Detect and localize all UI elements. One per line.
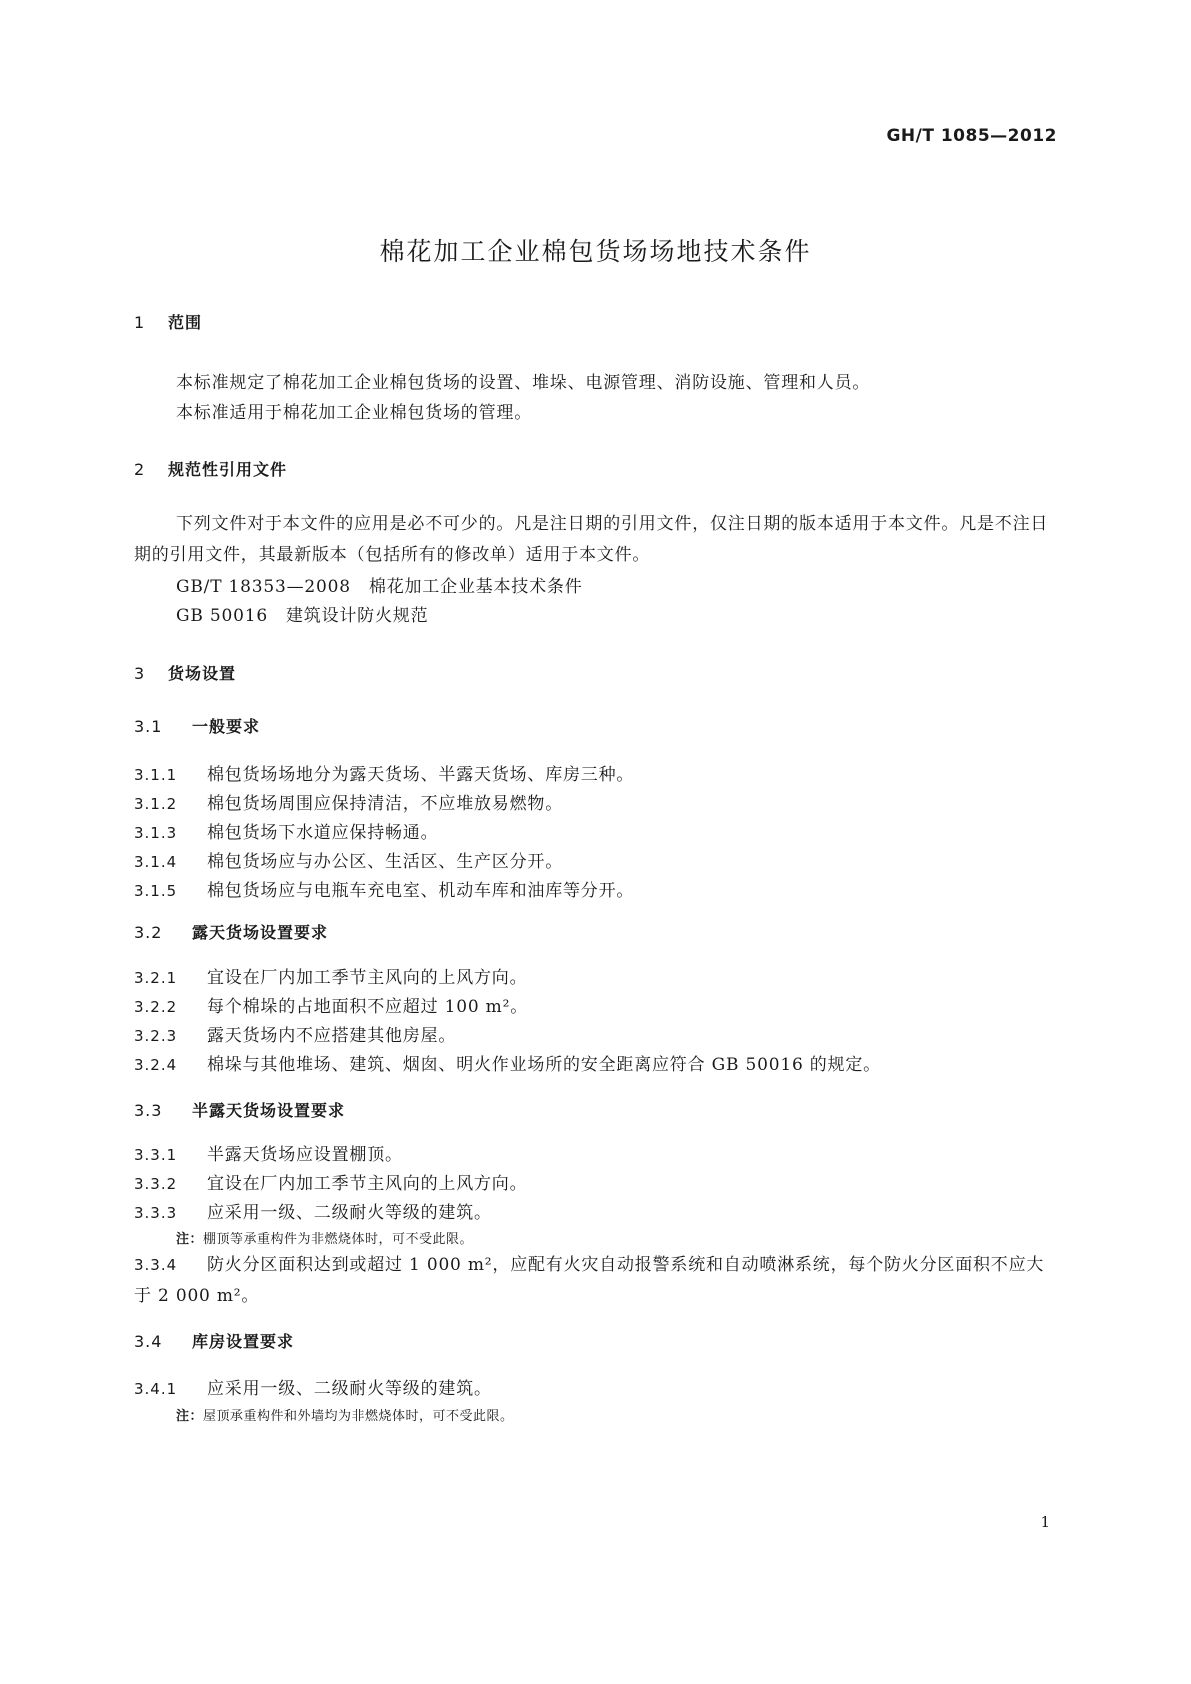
clause-text: 露天货场内不应搭建其他房屋。: [207, 1026, 457, 1046]
clause-number: 3.1.4: [134, 853, 178, 871]
section-number: 3.2: [134, 923, 163, 942]
clause-number: 3.1.3: [134, 824, 178, 842]
paragraph: 本标准适用于棉花加工企业棉包货场的管理。: [176, 403, 532, 423]
clause-text: 棉垛与其他堆场、建筑、烟囱、明火作业场所的安全距离应符合 GB 50016 的规定。: [207, 1055, 881, 1075]
clause-text: 棉包货场应与办公区、生活区、生产区分开。: [207, 852, 563, 872]
clause-number: 3.1.1: [134, 766, 178, 784]
clause-number: 3.2.2: [134, 998, 178, 1016]
section-title: 规范性引用文件: [168, 460, 288, 479]
clause-number: 3.3.4: [134, 1256, 178, 1274]
clause-text: 半露天货场应设置棚顶。: [207, 1145, 403, 1165]
section-number: 1: [134, 313, 146, 332]
reference-item: [176, 601, 428, 626]
clause-text: 棉包货场周围应保持清洁，不应堆放易燃物。: [207, 794, 563, 814]
section-title: 库房设置要求: [192, 1332, 295, 1351]
note: [176, 1228, 473, 1247]
reference-name: 棉花加工企业基本技术条件: [368, 577, 583, 597]
page-number: 1: [1040, 1513, 1050, 1531]
clause-text: 宜设在厂内加工季节主风向的上风方向。: [207, 968, 528, 988]
section-title: 半露天货场设置要求: [192, 1101, 346, 1120]
clause-item: [134, 1374, 492, 1399]
section-number: 3.1: [134, 717, 163, 736]
clause-number: 3.1.2: [134, 795, 178, 813]
subsection-3-4-heading: [134, 1329, 294, 1352]
clause-item: [134, 1169, 527, 1194]
paragraph: 本标准规定了棉花加工企业棉包货场的设置、堆垛、电源管理、消防设施、管理和人员。: [176, 373, 871, 393]
section-number: 2: [134, 460, 146, 479]
clause-item: [134, 789, 563, 814]
subsection-3-3-heading: [134, 1098, 345, 1121]
clause-text: 棉包货场下水道应保持畅通。: [207, 823, 439, 843]
clause-number: 3.3.3: [134, 1204, 178, 1222]
clause-item: [134, 1140, 403, 1165]
clause-item: [134, 1021, 456, 1046]
clause-number: 3.2.3: [134, 1027, 178, 1045]
note: [176, 1405, 514, 1424]
section-2-heading: [134, 457, 287, 480]
clause-number: 3.2.4: [134, 1056, 178, 1074]
note-text: 屋顶承重构件和外墙均为非燃烧体时，可不受此限。: [203, 1409, 514, 1424]
clause-item: [134, 1050, 881, 1075]
clause-text: 应采用一级、二级耐火等级的建筑。: [207, 1203, 492, 1223]
note-label: 注：: [176, 1232, 204, 1247]
clause-text: 宜设在厂内加工季节主风向的上风方向。: [207, 1174, 528, 1194]
clause-text: 应采用一级、二级耐火等级的建筑。: [207, 1379, 492, 1399]
clause-number: 3.3.1: [134, 1146, 178, 1164]
document-title: 棉花加工企业棉包货场场地技术条件: [379, 237, 812, 266]
reference-item: [176, 572, 583, 597]
clause-item: [134, 847, 563, 872]
clause-number: 3.4.1: [134, 1380, 178, 1398]
section-title: 范围: [168, 313, 203, 332]
clause-text: 棉包货场应与电瓶车充电室、机动车库和油库等分开。: [207, 881, 635, 901]
section-title: 货场设置: [168, 664, 237, 683]
section-title: 一般要求: [192, 717, 261, 736]
clause-text: 防火分区面积达到或超过 1 000 m²，应配有火灾自动报警系统和自动喷淋系统，每个防火分区面积不应大于 2 000 m²。: [134, 1255, 1045, 1306]
clause-item: [134, 876, 634, 901]
clause-number: 3.2.1: [134, 969, 178, 987]
clause-item: [134, 1198, 492, 1223]
section-1-heading: [134, 310, 202, 333]
clause-item: [134, 818, 438, 843]
clause-text: 每个棉垛的占地面积不应超过 100 m²。: [207, 997, 528, 1017]
clause-text: 棉包货场场地分为露天货场、半露天货场、库房三种。: [207, 765, 635, 785]
section-title: 露天货场设置要求: [192, 923, 329, 942]
section-number: 3.4: [134, 1332, 163, 1351]
reference-code: GB 50016: [176, 606, 268, 626]
reference-name: 建筑设计防火规范: [285, 606, 429, 626]
note-label: 注：: [176, 1409, 204, 1424]
clause-item: [134, 1250, 1060, 1312]
clause-item: [134, 760, 634, 785]
section-number: 3: [134, 664, 146, 683]
paragraph: 下列文件对于本文件的应用是必不可少的。凡是注日期的引用文件，仅注日期的版本适用于本文件。凡是不注日期的引用文件，其最新版本（包括所有的修改单）适用于本文件。: [134, 514, 1049, 565]
clause-number: 3.1.5: [134, 882, 178, 900]
standard-code: GH/T 1085—2012: [886, 126, 1057, 146]
subsection-3-1-heading: [134, 714, 260, 737]
reference-code: GB/T 18353—2008: [176, 577, 351, 597]
clause-item: [134, 992, 528, 1017]
section-3-heading: [134, 661, 236, 684]
subsection-3-2-heading: [134, 920, 328, 943]
clause-number: 3.3.2: [134, 1175, 178, 1193]
clause-item: [134, 963, 527, 988]
section-number: 3.3: [134, 1101, 163, 1120]
note-text: 棚顶等承重构件为非燃烧体时，可不受此限。: [203, 1232, 474, 1247]
